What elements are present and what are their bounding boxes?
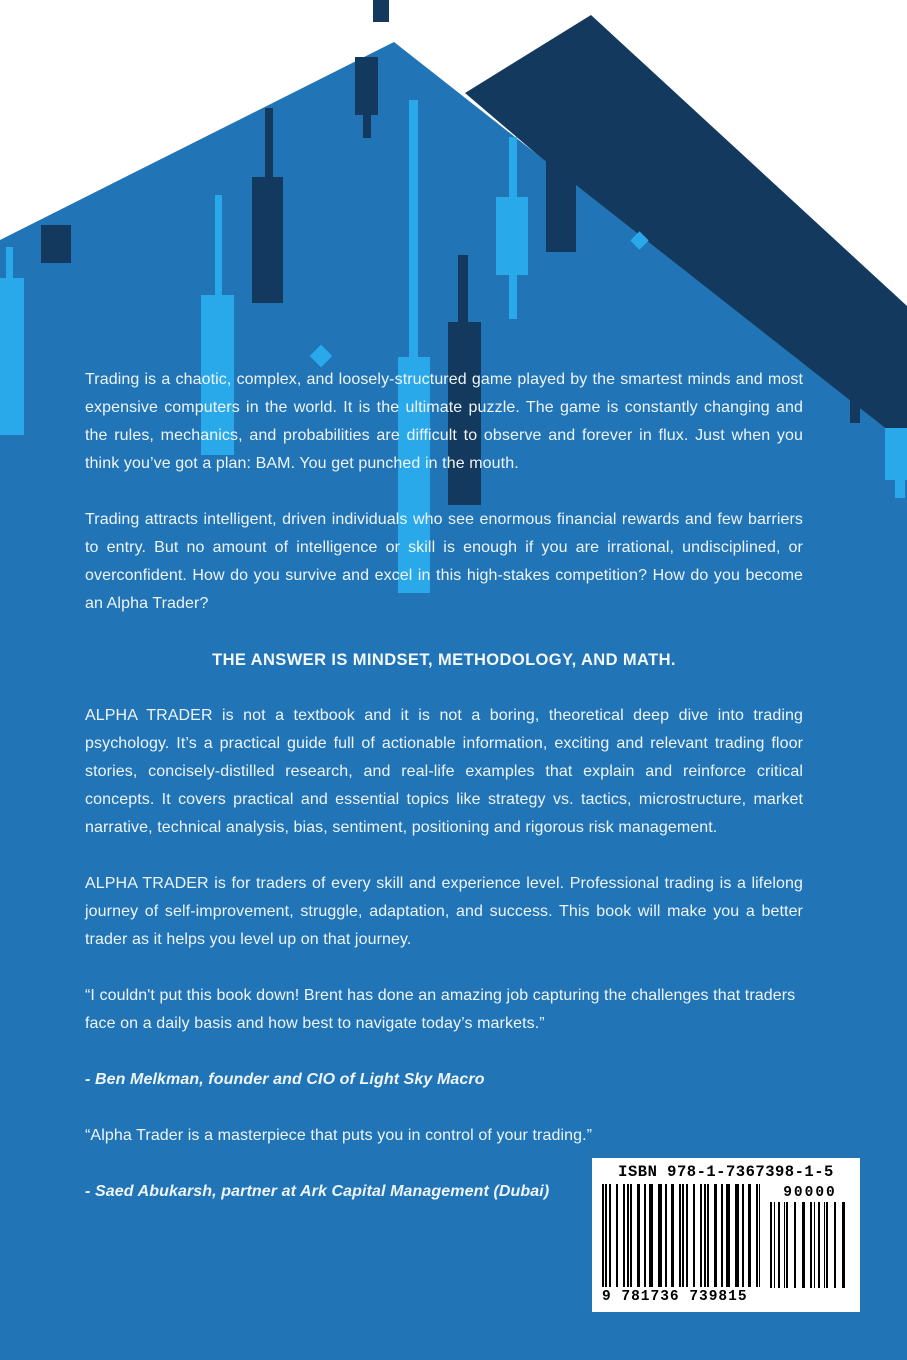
candlestick-navy-top-stub — [373, 0, 389, 22]
isbn-number-label: ISBN 978-1-7367398-1-5 — [618, 1163, 834, 1181]
blurb-paragraph-3: ALPHA TRADER is not a textbook and it is not a boring, theoretical deep dive into trading psychology. It’s a practical guide full of actionable information, exciting and relevant trading floor stories, concisely-distilled research, and real-life examples that explain and reinforce critical concepts. It covers practical and essential topics like strategy vs. tactics, microstructure, market narrative, technical analysis, bias, sentiment, positioning and rigorous risk management. — [85, 707, 803, 836]
endorsement-1 — [85, 982, 803, 1094]
candlestick-navy-6 — [850, 398, 860, 423]
ean13-digits: 9 781736 739815 — [602, 1287, 760, 1306]
blurb-paragraph-4: ALPHA TRADER is for traders of every skill and experience level. Professional trading is a lifelong journey of self-improvement, struggle, adaptation, and success. This book will make you a better trader as it helps you level up on that journey. — [85, 875, 803, 948]
endorsement-2-text: “Alpha Trader is a masterpiece that puts you in control of your trading.” — [85, 1127, 593, 1144]
blurb-paragraph-2: Trading attracts intelligent, driven individuals who see enormous financial rewards and few barriers to entry. But no amount of intelligence or skill is enough if you are irrational, undisciplined, or overconfident. How do you survive and excel in this high-stakes competition? How do you become an Alpha Trader? — [85, 511, 803, 612]
ean5-addon-digits: 90000 — [783, 1185, 837, 1201]
addon-barcode-bars — [770, 1202, 850, 1288]
ean5-addon-barcode — [770, 1184, 850, 1306]
blurb-paragraph-1: Trading is a chaotic, complex, and loosely-structured game played by the smartest minds and most expensive computers in the world. It is the ultimate puzzle. The game is constantly changing and the rules, mechanics, and probabilities are difficult to observe and forever in flux. Just when you think you’ve got a plan: BAM. You get punched in the mouth. — [85, 371, 803, 472]
back-cover-copy — [85, 366, 803, 1234]
headline: THE ANSWER IS MINDSET, METHODOLOGY, AND MATH. — [212, 651, 676, 669]
isbn-barcode-box — [592, 1158, 860, 1312]
candlestick-navy-5 — [546, 160, 576, 252]
barcode-bars — [602, 1184, 760, 1287]
endorsement-1-text: “I couldn't put this book down! Brent has done an amazing job capturing the challenges that traders face on a daily basis and how best to navigate today’s markets.” — [85, 987, 796, 1032]
ean13-barcode — [602, 1184, 760, 1306]
candlestick-navy-1 — [41, 225, 71, 263]
endorsement-1-attribution: - Ben Melkman, founder and CIO of Light Sky Macro — [85, 1071, 485, 1088]
barcode-row — [602, 1184, 850, 1306]
endorsement-2-attribution: - Saed Abukarsh, partner at Ark Capital Management (Dubai) — [85, 1183, 550, 1200]
